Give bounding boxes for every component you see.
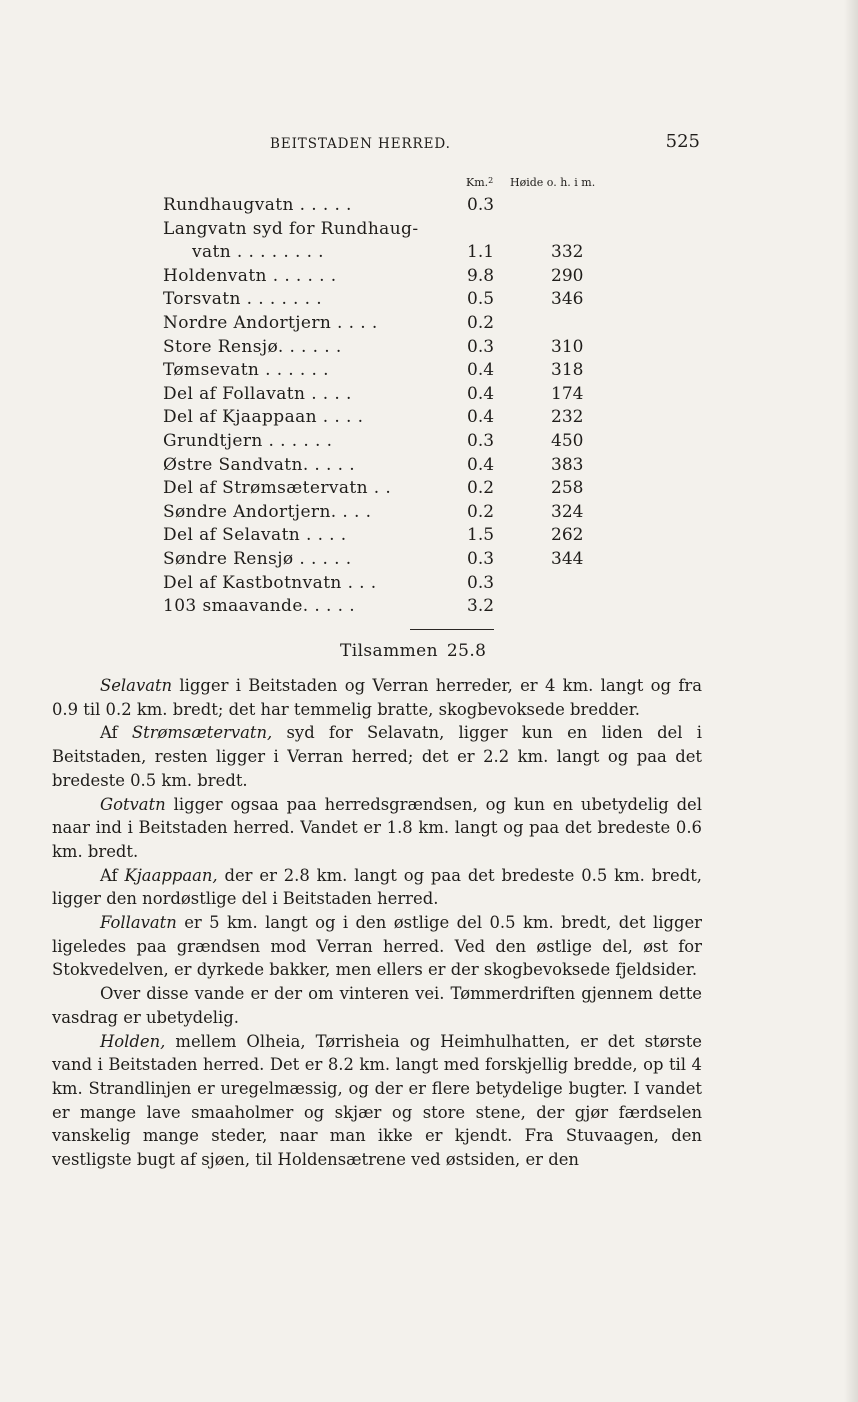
lake-height: 258 [551, 478, 584, 499]
paragraph [52, 1030, 702, 1172]
paragraph-text: ligger ogsaa paa herredsgrændsen, og kun en ubetydelig del naar ind i Beitstaden herred. Vandet er 1.8 km. langt og paa det bredeste 0.6 km. bredt. [52, 794, 702, 861]
paragraph [52, 911, 702, 982]
table-row [163, 477, 633, 501]
running-title: BEITSTADEN HERRED. [270, 136, 451, 152]
lake-name-italic: Holden, [100, 1031, 166, 1051]
paragraph-text: Over disse vande er der om vinteren vei. Tømmerdriften gjennem dette vasdrag er ubetydelig. [52, 984, 702, 1027]
lake-area: 9.8 [467, 265, 495, 286]
lake-name: Del af Kjaappaan . . . . [163, 407, 364, 428]
table-row [163, 336, 633, 360]
running-header [270, 131, 700, 161]
page-edge-shadow [844, 0, 858, 1402]
lake-area: 0.2 [467, 478, 495, 499]
lake-name: Rundhaugvatn . . . . . [163, 195, 352, 215]
column-header-area-superscript: 2 [488, 176, 494, 185]
lake-name: Del af Kastbotnvatn . . . [163, 572, 377, 593]
table-row [163, 595, 633, 619]
paragraph [52, 721, 702, 792]
lake-name: Søndre Andortjern. . . . [163, 501, 372, 522]
lake-name: Holdenvatn . . . . . . [163, 265, 337, 286]
lake-table [163, 174, 633, 619]
lake-area: 0.3 [467, 572, 495, 593]
lake-area: 0.4 [467, 360, 495, 381]
table-row [163, 454, 633, 478]
lake-area: 0.2 [467, 501, 495, 522]
lake-height: 346 [551, 289, 584, 310]
table-row [163, 572, 633, 596]
table-row [163, 406, 633, 430]
lake-name: Langvatn syd for Rundhaug- [163, 218, 419, 239]
lake-area: 0.4 [467, 407, 495, 428]
lake-height: 450 [551, 430, 584, 451]
lake-area: 1.1 [467, 242, 495, 263]
lake-name-italic: Selavatn [100, 676, 173, 695]
body-text [52, 674, 702, 1172]
lake-name: Tømsevatn . . . . . . [163, 360, 329, 381]
total-row [340, 641, 486, 661]
lake-height: 174 [551, 383, 584, 404]
lake-name: Del af Selavatn . . . . [163, 525, 347, 546]
lake-height: 383 [551, 454, 584, 475]
lake-area: 0.2 [467, 312, 495, 333]
table-row [163, 359, 633, 383]
table-row [163, 312, 633, 336]
lake-name: Grundtjern . . . . . . [163, 430, 333, 451]
column-header-area-unit: Km. [466, 176, 489, 189]
paragraph-text: ligger i Beitstaden og Verran herreder, er 4 km. langt og fra 0.9 til 0.2 km. bredt; det har temmelig bratte, skogbevoksede bredder. [52, 676, 702, 719]
lake-area: 0.3 [467, 195, 495, 215]
total-value: 25.8 [446, 641, 487, 661]
lake-height: 232 [551, 407, 584, 428]
lake-name: Nordre Andortjern . . . . [163, 312, 378, 333]
paragraph-text: der er 2.8 km. langt og paa det bredeste 0.5 km. bredt, ligger den nordøstlige del i Beitstaden herred. [52, 865, 702, 909]
table-row [163, 524, 633, 548]
lake-name: Østre Sandvatn. . . . . [163, 454, 356, 475]
table-row [163, 288, 633, 312]
table-row [163, 265, 633, 289]
table-row [163, 194, 633, 218]
lake-height: 290 [551, 265, 584, 286]
table-row [163, 218, 633, 242]
table-row [163, 548, 633, 572]
total-rule [410, 629, 494, 630]
lake-area: 0.3 [467, 336, 495, 357]
table-row [163, 430, 633, 454]
paragraph-prefix: Af [100, 723, 132, 743]
lake-height: 310 [551, 336, 584, 357]
page-number: 525 [665, 131, 700, 152]
lake-height: 262 [551, 525, 584, 546]
column-header-height: Høide o. h. i m. [510, 176, 596, 189]
lake-area: 0.4 [467, 454, 495, 475]
lake-area: 3.2 [467, 596, 495, 617]
lake-area: 0.3 [467, 430, 495, 451]
lake-area: 1.5 [467, 525, 495, 546]
lake-area: 0.5 [467, 289, 495, 310]
table-body [163, 194, 633, 619]
paragraph [52, 674, 702, 721]
table-header [163, 174, 633, 194]
paragraph [52, 982, 702, 1029]
paragraph-text: mellem Olheia, Tørrisheia og Heimhulhatten, er det største vand i Beitstaden herred. Det er 8.2 km. langt med forskjellig bredde, op til 4 km. Strandlinjen er uregelmæssig, og der er flere betydelige bugter. I vandet er mange lave smaaholmer og skjær og store stene, der gjør færdselen vanskelig mange steder, naar man ikke er kjendt. Fra Stuvaagen, den vestligste bugt af sjøen, til Holdensætrene ved østsiden, er den [52, 1031, 702, 1170]
paragraph-text: syd for Selavatn, ligger kun en liden del i Beitstaden, resten ligger i Verran herred; det er 2.2 km. langt og paa det bredeste 0.5 km. bredt. [52, 723, 702, 790]
lake-height: 318 [551, 360, 584, 381]
lake-name-italic: Kjaappaan, [124, 865, 218, 885]
table-row [163, 383, 633, 407]
lake-name: Søndre Rensjø . . . . . [163, 548, 352, 569]
lake-area: 0.3 [467, 548, 495, 569]
table-row [163, 501, 633, 525]
lake-name-italic: Follavatn [100, 913, 177, 933]
paragraph-prefix: Af [100, 865, 125, 885]
lake-name: Store Rensjø. . . . . . [163, 336, 342, 357]
total-label: Tilsammen [340, 641, 438, 661]
paragraph [52, 864, 702, 911]
table-row [163, 241, 633, 265]
lake-name: 103 smaavande. . . . . [163, 596, 356, 617]
column-header-area [466, 176, 493, 189]
lake-name-italic: Strømsætervatn, [131, 723, 273, 743]
lake-name: Del af Follavatn . . . . [163, 383, 352, 404]
lake-name-italic: Gotvatn [100, 794, 166, 814]
lake-name: Del af Strømsætervatn . . [163, 478, 392, 499]
paragraph-text: er 5 km. langt og i den østlige del 0.5 km. bredt, det ligger ligeledes paa grændsen mod Verran herred. Ved den østlige del, øst for Stokvedelven, er dyrkede bakker, men ellers er der skogbevoksede fjeldsider. [52, 913, 702, 980]
lake-height: 332 [551, 242, 584, 263]
lake-height: 324 [551, 501, 584, 522]
paragraph [52, 793, 702, 864]
lake-height: 344 [551, 548, 584, 569]
lake-name: Torsvatn . . . . . . . [163, 289, 323, 310]
lake-name: vatn . . . . . . . . [192, 242, 324, 263]
lake-area: 0.4 [467, 383, 495, 404]
